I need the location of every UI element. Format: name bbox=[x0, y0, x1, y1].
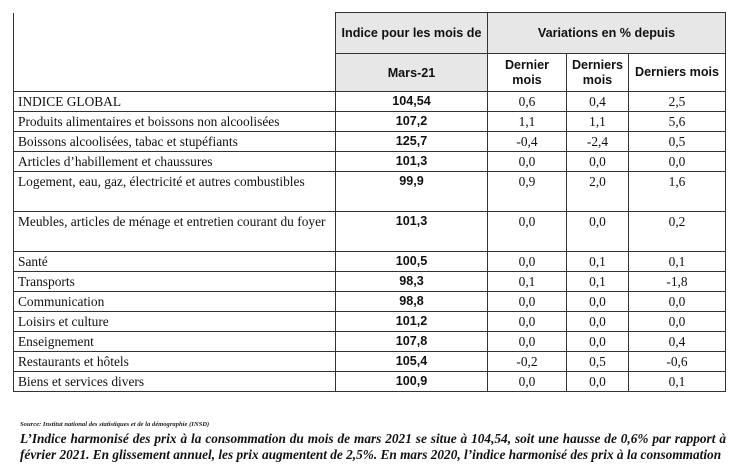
table-row bbox=[14, 212, 726, 252]
header-blank-cell bbox=[14, 13, 336, 92]
price-index-table bbox=[13, 12, 726, 392]
row-index: 100,9 bbox=[336, 372, 488, 392]
row-var-1: 0,0 bbox=[488, 252, 567, 272]
row-var-3: 1,6 bbox=[629, 172, 726, 212]
row-label: Restaurants et hôtels bbox=[14, 352, 336, 372]
table-row bbox=[14, 352, 726, 372]
table-row bbox=[14, 112, 726, 132]
row-label: Communication bbox=[14, 292, 336, 312]
row-index: 101,3 bbox=[336, 212, 488, 252]
row-var-1: 0,0 bbox=[488, 312, 567, 332]
row-label: Logement, eau, gaz, électricité et autres combustibles bbox=[14, 172, 336, 212]
row-var-1: 0,9 bbox=[488, 172, 567, 212]
row-var-1: 0,1 bbox=[488, 272, 567, 292]
row-label: Santé bbox=[14, 252, 336, 272]
row-var-2: 0,4 bbox=[567, 92, 629, 112]
header-variations-title: Variations en % depuis bbox=[488, 13, 726, 54]
table-row bbox=[14, 272, 726, 292]
row-var-2: 0,0 bbox=[567, 292, 629, 312]
row-var-2: 0,1 bbox=[567, 272, 629, 292]
row-var-3: 0,0 bbox=[629, 152, 726, 172]
row-index: 99,9 bbox=[336, 172, 488, 212]
row-label: Articles d’habillement et chaussures bbox=[14, 152, 336, 172]
header-last-months: Derniers mois bbox=[629, 54, 726, 92]
row-index: 100,5 bbox=[336, 252, 488, 272]
row-var-2: 0,0 bbox=[567, 212, 629, 252]
row-var-3: -0,6 bbox=[629, 352, 726, 372]
row-var-3: 0,4 bbox=[629, 332, 726, 352]
cropped-title-strip bbox=[0, 0, 735, 12]
table-row bbox=[14, 132, 726, 152]
row-var-2: 0,5 bbox=[567, 352, 629, 372]
row-label: Biens et services divers bbox=[14, 372, 336, 392]
row-var-1: 0,6 bbox=[488, 92, 567, 112]
row-var-3: 0,2 bbox=[629, 212, 726, 252]
table-row bbox=[14, 152, 726, 172]
header-row-1 bbox=[14, 13, 726, 54]
table-row bbox=[14, 252, 726, 272]
table-row bbox=[14, 172, 726, 212]
row-var-1: 0,0 bbox=[488, 212, 567, 252]
header-index-title: Indice pour les mois de bbox=[336, 13, 488, 54]
table-row bbox=[14, 292, 726, 312]
row-var-1: -0,4 bbox=[488, 132, 567, 152]
row-var-3: -1,8 bbox=[629, 272, 726, 292]
header-index-month: Mars-21 bbox=[336, 54, 488, 92]
row-var-2: 0,0 bbox=[567, 312, 629, 332]
commentary-paragraph: L’Indice harmonisé des prix à la consommation du mois de mars 2021 se situe à 104,54, soit une hausse de 0,6% par rapport à février 2021. En glissement annuel, les prix augmentent de 2,5%. En mars 2020, l’indice harmonisé des prix à la consommation bbox=[20, 431, 726, 462]
row-var-1: 0,0 bbox=[488, 292, 567, 312]
header-last-month-2: Derniers mois bbox=[567, 54, 629, 92]
row-var-3: 0,0 bbox=[629, 292, 726, 312]
row-var-2: 2,0 bbox=[567, 172, 629, 212]
row-label: Loisirs et culture bbox=[14, 312, 336, 332]
row-var-1: 0,0 bbox=[488, 372, 567, 392]
row-index: 101,3 bbox=[336, 152, 488, 172]
table-row bbox=[14, 312, 726, 332]
row-index: 101,2 bbox=[336, 312, 488, 332]
table-row bbox=[14, 372, 726, 392]
row-var-3: 5,6 bbox=[629, 112, 726, 132]
row-var-2: 1,1 bbox=[567, 112, 629, 132]
row-label: Meubles, articles de ménage et entretien courant du foyer bbox=[14, 212, 336, 252]
row-label: Enseignement bbox=[14, 332, 336, 352]
row-label: Boissons alcoolisées, tabac et stupéfiants bbox=[14, 132, 336, 152]
row-label: Produits alimentaires et boissons non alcoolisées bbox=[14, 112, 336, 132]
row-index: 98,3 bbox=[336, 272, 488, 292]
header-last-month-1: Dernier mois bbox=[488, 54, 567, 92]
row-index: 105,4 bbox=[336, 352, 488, 372]
row-var-1: -0,2 bbox=[488, 352, 567, 372]
source-note: Source: Institut national des statistiques et de la démographie (INSD) bbox=[20, 421, 210, 428]
row-var-1: 1,1 bbox=[488, 112, 567, 132]
row-var-2: 0,0 bbox=[567, 152, 629, 172]
row-var-3: 0,5 bbox=[629, 132, 726, 152]
row-index: 104,54 bbox=[336, 92, 488, 112]
row-index: 125,7 bbox=[336, 132, 488, 152]
row-var-2: 0,0 bbox=[567, 332, 629, 352]
row-var-1: 0,0 bbox=[488, 152, 567, 172]
row-var-2: 0,0 bbox=[567, 372, 629, 392]
row-var-2: 0,1 bbox=[567, 252, 629, 272]
row-index: 107,8 bbox=[336, 332, 488, 352]
row-index: 107,2 bbox=[336, 112, 488, 132]
row-index: 98,8 bbox=[336, 292, 488, 312]
row-label: Transports bbox=[14, 272, 336, 292]
row-var-3: 0,1 bbox=[629, 252, 726, 272]
row-label: INDICE GLOBAL bbox=[14, 92, 336, 112]
table-row bbox=[14, 92, 726, 112]
row-var-1: 0,0 bbox=[488, 332, 567, 352]
row-var-3: 0,1 bbox=[629, 372, 726, 392]
row-var-3: 0,0 bbox=[629, 312, 726, 332]
table-row bbox=[14, 332, 726, 352]
row-var-3: 2,5 bbox=[629, 92, 726, 112]
row-var-2: -2,4 bbox=[567, 132, 629, 152]
